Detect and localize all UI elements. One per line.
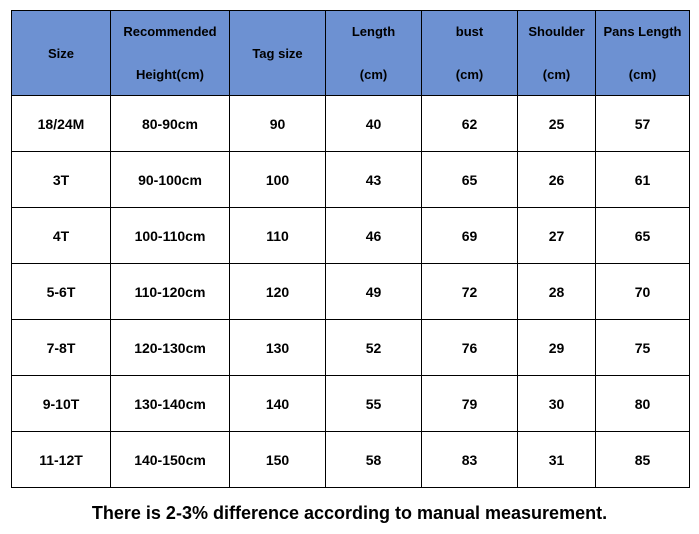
header-shoulder-label: Shoulder xyxy=(528,24,585,39)
cell-tag-size: 140 xyxy=(230,376,326,432)
cell-bust: 62 xyxy=(422,96,518,152)
header-size-label: Size xyxy=(47,45,74,61)
cell-size: 5-6T xyxy=(12,264,111,320)
cell-tag-size: 110 xyxy=(230,208,326,264)
cell-tag-size: 150 xyxy=(230,432,326,488)
cell-tag-size: 100 xyxy=(230,152,326,208)
cell-size: 18/24M xyxy=(12,96,111,152)
cell-length: 55 xyxy=(326,376,422,432)
header-shoulder xyxy=(518,11,596,96)
cell-length: 52 xyxy=(326,320,422,376)
table-body xyxy=(12,96,690,488)
cell-length: 40 xyxy=(326,96,422,152)
table-row xyxy=(12,376,690,432)
cell-size: 4T xyxy=(12,208,111,264)
header-bust xyxy=(422,11,518,96)
cell-pans-length: 65 xyxy=(596,208,690,264)
header-height-unit: Height(cm) xyxy=(136,67,204,82)
cell-height: 130-140cm xyxy=(111,376,230,432)
table-header xyxy=(12,11,690,96)
header-tag-size xyxy=(230,11,326,96)
cell-tag-size: 90 xyxy=(230,96,326,152)
header-pans-length xyxy=(596,11,690,96)
cell-height: 110-120cm xyxy=(111,264,230,320)
cell-pans-length: 57 xyxy=(596,96,690,152)
table-row xyxy=(12,264,690,320)
cell-height: 90-100cm xyxy=(111,152,230,208)
header-length xyxy=(326,11,422,96)
cell-pans-length: 61 xyxy=(596,152,690,208)
cell-bust: 69 xyxy=(422,208,518,264)
cell-shoulder: 25 xyxy=(518,96,596,152)
cell-length: 49 xyxy=(326,264,422,320)
cell-length: 46 xyxy=(326,208,422,264)
header-bust-label: bust xyxy=(455,24,484,39)
cell-shoulder: 26 xyxy=(518,152,596,208)
cell-bust: 65 xyxy=(422,152,518,208)
cell-size: 11-12T xyxy=(12,432,111,488)
header-bust-unit: (cm) xyxy=(455,67,484,82)
cell-size: 9-10T xyxy=(12,376,111,432)
cell-height: 100-110cm xyxy=(111,208,230,264)
header-length-unit: (cm) xyxy=(359,67,388,82)
cell-tag-size: 120 xyxy=(230,264,326,320)
cell-shoulder: 31 xyxy=(518,432,596,488)
table-row xyxy=(12,320,690,376)
table-row xyxy=(12,152,690,208)
header-shoulder-unit: (cm) xyxy=(542,67,571,82)
measurement-note: There is 2-3% difference according to manual measurement. xyxy=(91,503,608,523)
cell-shoulder: 28 xyxy=(518,264,596,320)
header-recommended-height xyxy=(111,11,230,96)
cell-pans-length: 80 xyxy=(596,376,690,432)
cell-shoulder: 30 xyxy=(518,376,596,432)
cell-shoulder: 27 xyxy=(518,208,596,264)
cell-height: 140-150cm xyxy=(111,432,230,488)
header-length-label: Length xyxy=(351,24,396,39)
header-pans-length-label: Pans Length xyxy=(603,24,682,39)
cell-length: 43 xyxy=(326,152,422,208)
header-tag-size-label: Tag size xyxy=(252,45,303,61)
table-row xyxy=(12,208,690,264)
cell-height: 120-130cm xyxy=(111,320,230,376)
cell-bust: 83 xyxy=(422,432,518,488)
cell-pans-length: 70 xyxy=(596,264,690,320)
cell-size: 3T xyxy=(12,152,111,208)
cell-bust: 79 xyxy=(422,376,518,432)
cell-length: 58 xyxy=(326,432,422,488)
header-pans-length-unit: (cm) xyxy=(628,67,657,82)
header-row xyxy=(12,11,690,96)
cell-bust: 76 xyxy=(422,320,518,376)
cell-shoulder: 29 xyxy=(518,320,596,376)
cell-bust: 72 xyxy=(422,264,518,320)
table-row xyxy=(12,432,690,488)
cell-size: 7-8T xyxy=(12,320,111,376)
table-row xyxy=(12,96,690,152)
cell-pans-length: 75 xyxy=(596,320,690,376)
header-recommended-label: Recommended xyxy=(123,24,217,39)
cell-tag-size: 130 xyxy=(230,320,326,376)
header-size xyxy=(12,11,111,96)
cell-height: 80-90cm xyxy=(111,96,230,152)
size-chart-table xyxy=(11,10,690,488)
cell-pans-length: 85 xyxy=(596,432,690,488)
